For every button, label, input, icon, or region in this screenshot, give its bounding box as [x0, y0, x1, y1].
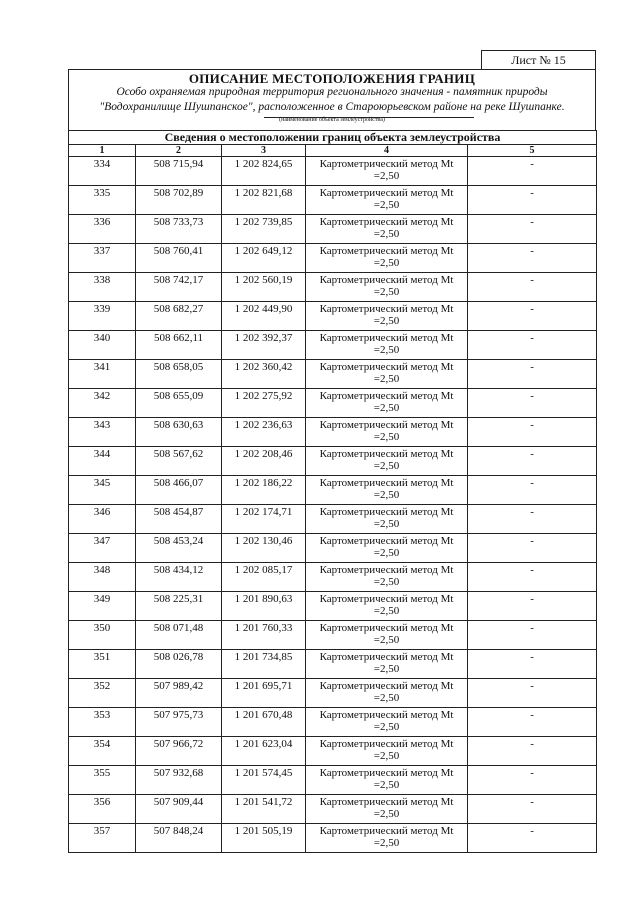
- table-row: [69, 534, 597, 563]
- point-number: 338: [69, 273, 136, 302]
- method-text: Картометрический метод Mt: [319, 622, 454, 634]
- point-number: 342: [69, 389, 136, 418]
- point-note: -: [468, 389, 597, 418]
- point-note: -: [468, 679, 597, 708]
- point-note: -: [468, 534, 597, 563]
- x-coordinate: 508 760,41: [136, 244, 222, 273]
- determination-method: [306, 563, 468, 592]
- determination-method: [306, 360, 468, 389]
- method-text: Картометрический метод Mt: [319, 361, 454, 373]
- method-text: Картометрический метод Mt: [319, 709, 454, 721]
- table-row: [69, 708, 597, 737]
- accuracy-value: =2,50: [373, 837, 400, 849]
- table-row: [69, 418, 597, 447]
- determination-method: [306, 215, 468, 244]
- method-text: Картометрический метод Mt: [319, 506, 454, 518]
- table-row: [69, 766, 597, 795]
- x-coordinate: 508 662,11: [136, 331, 222, 360]
- x-coordinate: 508 454,87: [136, 505, 222, 534]
- point-note: -: [468, 621, 597, 650]
- point-note: -: [468, 592, 597, 621]
- y-coordinate: 1 202 560,19: [222, 273, 306, 302]
- x-coordinate: 508 715,94: [136, 157, 222, 186]
- point-number: 344: [69, 447, 136, 476]
- x-coordinate: 507 966,72: [136, 737, 222, 766]
- point-number: 340: [69, 331, 136, 360]
- method-text: Картометрический метод Mt: [319, 738, 454, 750]
- column-header: 4: [306, 145, 468, 157]
- determination-method: [306, 766, 468, 795]
- point-note: -: [468, 418, 597, 447]
- determination-method: [306, 186, 468, 215]
- point-number: 348: [69, 563, 136, 592]
- method-text: Картометрический метод Mt: [319, 332, 454, 344]
- table-row: [69, 650, 597, 679]
- x-coordinate: 508 071,48: [136, 621, 222, 650]
- method-text: Картометрический метод Mt: [319, 303, 454, 315]
- x-coordinate: 507 989,42: [136, 679, 222, 708]
- accuracy-value: =2,50: [373, 779, 400, 791]
- point-number: 349: [69, 592, 136, 621]
- x-coordinate: 508 742,17: [136, 273, 222, 302]
- y-coordinate: 1 202 236,63: [222, 418, 306, 447]
- determination-method: [306, 708, 468, 737]
- object-name-caption: (наименование объекта землеустройства): [279, 117, 385, 123]
- point-number: 357: [69, 824, 136, 853]
- determination-method: [306, 795, 468, 824]
- accuracy-value: =2,50: [373, 692, 400, 704]
- method-text: Картометрический метод Mt: [319, 825, 454, 837]
- method-text: Картометрический метод Mt: [319, 187, 454, 199]
- accuracy-value: =2,50: [373, 518, 400, 530]
- accuracy-value: =2,50: [373, 402, 400, 414]
- table-row: [69, 186, 597, 215]
- accuracy-value: =2,50: [373, 547, 400, 559]
- determination-method: [306, 447, 468, 476]
- x-coordinate: 507 848,24: [136, 824, 222, 853]
- x-coordinate: 508 026,78: [136, 650, 222, 679]
- accuracy-value: =2,50: [373, 750, 400, 762]
- method-text: Картометрический метод Mt: [319, 477, 454, 489]
- method-text: Картометрический метод Mt: [319, 593, 454, 605]
- point-note: -: [468, 273, 597, 302]
- table-row: [69, 592, 597, 621]
- y-coordinate: 1 202 174,71: [222, 505, 306, 534]
- determination-method: [306, 505, 468, 534]
- x-coordinate: 507 975,73: [136, 708, 222, 737]
- x-coordinate: 508 702,89: [136, 186, 222, 215]
- table-row: [69, 795, 597, 824]
- accuracy-value: =2,50: [373, 344, 400, 356]
- determination-method: [306, 737, 468, 766]
- table-row: [69, 679, 597, 708]
- table-row: [69, 215, 597, 244]
- point-note: -: [468, 650, 597, 679]
- accuracy-value: =2,50: [373, 373, 400, 385]
- table-row: [69, 737, 597, 766]
- method-text: Картометрический метод Mt: [319, 274, 454, 286]
- point-number: 336: [69, 215, 136, 244]
- x-coordinate: 508 225,31: [136, 592, 222, 621]
- point-number: 345: [69, 476, 136, 505]
- determination-method: [306, 650, 468, 679]
- point-note: -: [468, 795, 597, 824]
- point-number: 337: [69, 244, 136, 273]
- point-number: 343: [69, 418, 136, 447]
- point-note: -: [468, 302, 597, 331]
- point-number: 353: [69, 708, 136, 737]
- point-number: 339: [69, 302, 136, 331]
- x-coordinate: 507 909,44: [136, 795, 222, 824]
- determination-method: [306, 302, 468, 331]
- y-coordinate: 1 201 670,48: [222, 708, 306, 737]
- y-coordinate: 1 202 821,68: [222, 186, 306, 215]
- accuracy-value: =2,50: [373, 460, 400, 472]
- accuracy-value: =2,50: [373, 315, 400, 327]
- y-coordinate: 1 202 392,37: [222, 331, 306, 360]
- y-coordinate: 1 202 130,46: [222, 534, 306, 563]
- column-number-row: [69, 145, 597, 157]
- method-text: Картометрический метод Mt: [319, 796, 454, 808]
- y-coordinate: 1 201 734,85: [222, 650, 306, 679]
- x-coordinate: 508 630,63: [136, 418, 222, 447]
- point-note: -: [468, 447, 597, 476]
- y-coordinate: 1 201 541,72: [222, 795, 306, 824]
- method-text: Картометрический метод Mt: [319, 448, 454, 460]
- column-header: 1: [69, 145, 136, 157]
- y-coordinate: 1 201 623,04: [222, 737, 306, 766]
- point-number: 352: [69, 679, 136, 708]
- x-coordinate: 508 434,12: [136, 563, 222, 592]
- document-title: ОПИСАНИЕ МЕСТОПОЛОЖЕНИЯ ГРАНИЦ: [188, 71, 476, 86]
- accuracy-value: =2,50: [373, 286, 400, 298]
- y-coordinate: 1 202 824,65: [222, 157, 306, 186]
- determination-method: [306, 621, 468, 650]
- y-coordinate: 1 202 275,92: [222, 389, 306, 418]
- determination-method: [306, 389, 468, 418]
- table-row: [69, 476, 597, 505]
- accuracy-value: =2,50: [373, 228, 400, 240]
- table-row: [69, 505, 597, 534]
- table-section-header: [69, 131, 597, 145]
- object-description-line1: Особо охраняемая природная территория регионального значения - памятник природы: [116, 86, 548, 98]
- method-text: Картометрический метод Mt: [319, 651, 454, 663]
- point-number: 347: [69, 534, 136, 563]
- determination-method: [306, 331, 468, 360]
- point-note: -: [468, 737, 597, 766]
- column-header: 3: [222, 145, 306, 157]
- point-note: -: [468, 215, 597, 244]
- point-note: -: [468, 824, 597, 853]
- point-note: -: [468, 360, 597, 389]
- table-row: [69, 331, 597, 360]
- point-note: -: [468, 331, 597, 360]
- y-coordinate: 1 202 085,17: [222, 563, 306, 592]
- y-coordinate: 1 201 574,45: [222, 766, 306, 795]
- x-coordinate: 508 466,07: [136, 476, 222, 505]
- point-number: 341: [69, 360, 136, 389]
- x-coordinate: 508 682,27: [136, 302, 222, 331]
- point-number: 351: [69, 650, 136, 679]
- x-coordinate: 508 453,24: [136, 534, 222, 563]
- accuracy-value: =2,50: [373, 576, 400, 588]
- determination-method: [306, 679, 468, 708]
- point-note: -: [468, 708, 597, 737]
- point-note: -: [468, 563, 597, 592]
- table-row: [69, 447, 597, 476]
- table-row: [69, 621, 597, 650]
- coordinates-table: [68, 130, 597, 853]
- y-coordinate: 1 202 739,85: [222, 215, 306, 244]
- point-note: -: [468, 157, 597, 186]
- y-coordinate: 1 202 360,42: [222, 360, 306, 389]
- sheet-number: Лист № 15: [481, 50, 596, 70]
- x-coordinate: 507 932,68: [136, 766, 222, 795]
- x-coordinate: 508 733,73: [136, 215, 222, 244]
- y-coordinate: 1 201 695,71: [222, 679, 306, 708]
- method-text: Картометрический метод Mt: [319, 680, 454, 692]
- method-text: Картометрический метод Mt: [319, 767, 454, 779]
- point-note: -: [468, 505, 597, 534]
- point-note: -: [468, 476, 597, 505]
- accuracy-value: =2,50: [373, 808, 400, 820]
- point-number: 334: [69, 157, 136, 186]
- object-description-line2: "Водохранилище Шушпанское", расположенное в Староюрьевском районе на реке Шушпанке.: [99, 101, 565, 113]
- accuracy-value: =2,50: [373, 170, 400, 182]
- y-coordinate: 1 202 649,12: [222, 244, 306, 273]
- x-coordinate: 508 658,05: [136, 360, 222, 389]
- point-number: 335: [69, 186, 136, 215]
- method-text: Картометрический метод Mt: [319, 158, 454, 170]
- method-text: Картометрический метод Mt: [319, 216, 454, 228]
- y-coordinate: 1 201 505,19: [222, 824, 306, 853]
- determination-method: [306, 592, 468, 621]
- determination-method: [306, 157, 468, 186]
- x-coordinate: 508 655,09: [136, 389, 222, 418]
- column-header: 2: [136, 145, 222, 157]
- determination-method: [306, 534, 468, 563]
- determination-method: [306, 824, 468, 853]
- document-header: [68, 69, 596, 131]
- point-number: 355: [69, 766, 136, 795]
- accuracy-value: =2,50: [373, 721, 400, 733]
- y-coordinate: 1 202 449,90: [222, 302, 306, 331]
- point-note: -: [468, 244, 597, 273]
- determination-method: [306, 476, 468, 505]
- section-title: Сведения о местоположении границ объекта землеустройства: [69, 131, 597, 145]
- accuracy-value: =2,50: [373, 199, 400, 211]
- table-row: [69, 563, 597, 592]
- accuracy-value: =2,50: [373, 663, 400, 675]
- method-text: Картометрический метод Mt: [319, 564, 454, 576]
- table-row: [69, 360, 597, 389]
- y-coordinate: 1 202 208,46: [222, 447, 306, 476]
- column-header: 5: [468, 145, 597, 157]
- accuracy-value: =2,50: [373, 634, 400, 646]
- point-note: -: [468, 186, 597, 215]
- point-number: 354: [69, 737, 136, 766]
- table-row: [69, 157, 597, 186]
- accuracy-value: =2,50: [373, 489, 400, 501]
- method-text: Картометрический метод Mt: [319, 419, 454, 431]
- method-text: Картометрический метод Mt: [319, 390, 454, 402]
- point-number: 356: [69, 795, 136, 824]
- accuracy-value: =2,50: [373, 431, 400, 443]
- table-row: [69, 824, 597, 853]
- determination-method: [306, 244, 468, 273]
- y-coordinate: 1 202 186,22: [222, 476, 306, 505]
- accuracy-value: =2,50: [373, 605, 400, 617]
- point-note: -: [468, 766, 597, 795]
- table-row: [69, 389, 597, 418]
- determination-method: [306, 418, 468, 447]
- point-number: 350: [69, 621, 136, 650]
- table-row: [69, 273, 597, 302]
- table-row: [69, 244, 597, 273]
- x-coordinate: 508 567,62: [136, 447, 222, 476]
- accuracy-value: =2,50: [373, 257, 400, 269]
- method-text: Картометрический метод Mt: [319, 535, 454, 547]
- y-coordinate: 1 201 760,33: [222, 621, 306, 650]
- y-coordinate: 1 201 890,63: [222, 592, 306, 621]
- method-text: Картометрический метод Mt: [319, 245, 454, 257]
- table-row: [69, 302, 597, 331]
- determination-method: [306, 273, 468, 302]
- point-number: 346: [69, 505, 136, 534]
